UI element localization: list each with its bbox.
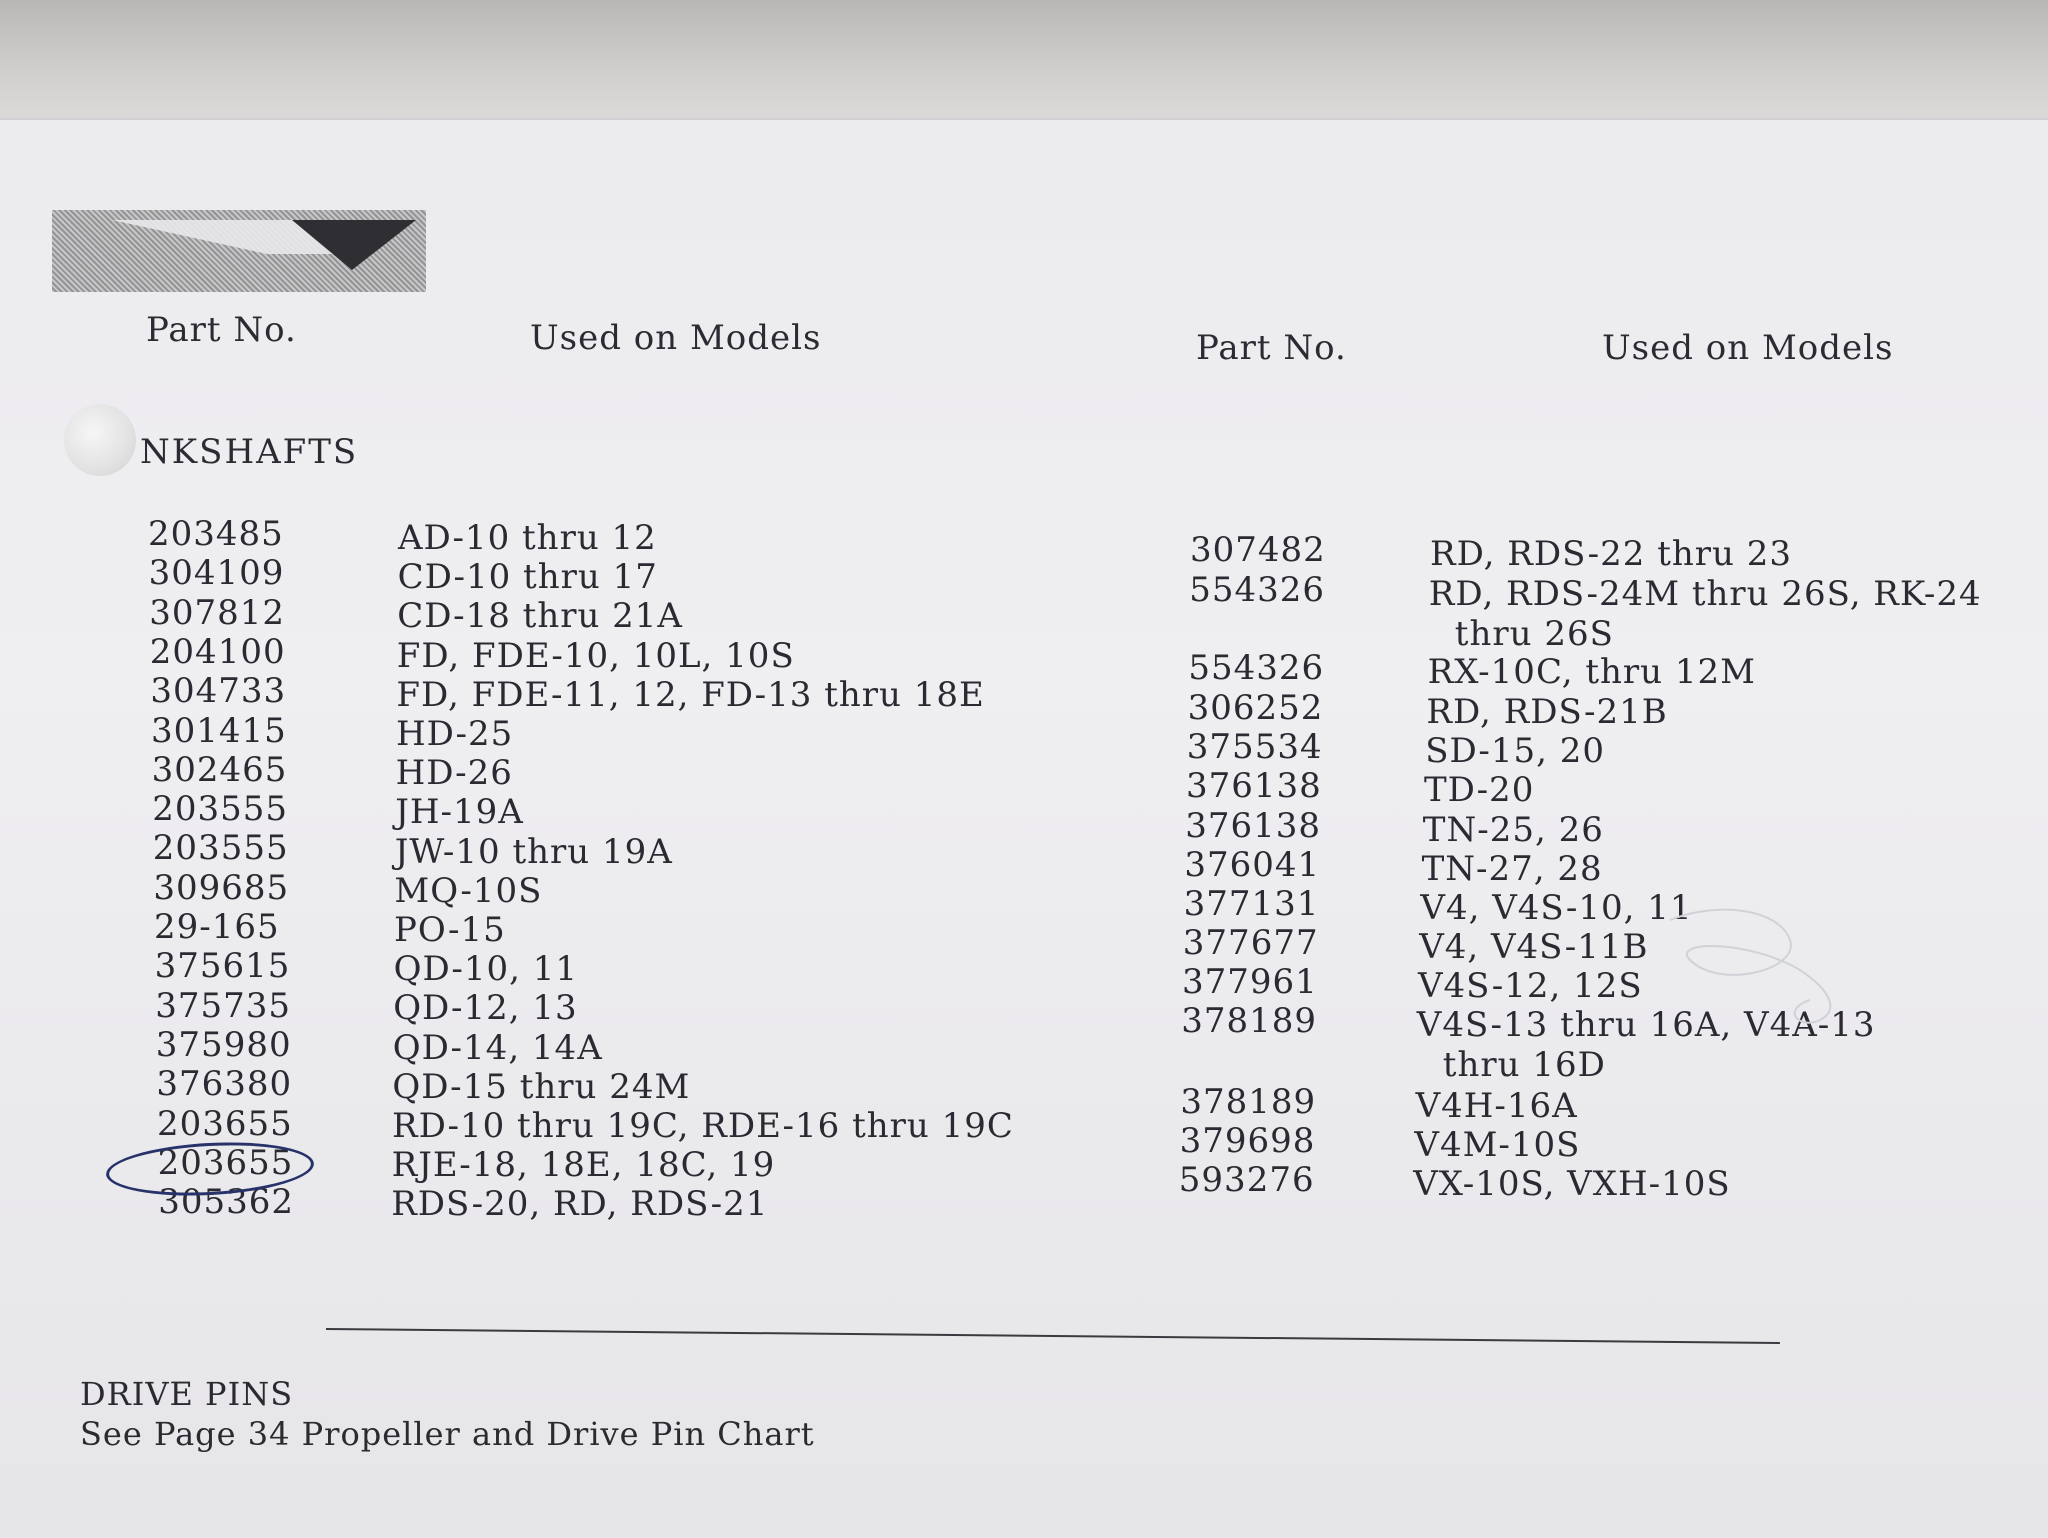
part-number: 554326 — [1189, 570, 1325, 610]
used-on-models: QD-12, 13 — [393, 988, 578, 1029]
part-number: 377677 — [1182, 923, 1319, 963]
used-on-models: FD, FDE-10, 10L, 10S — [396, 635, 795, 676]
background-surface — [0, 0, 2048, 118]
part-number: 305362 — [158, 1182, 294, 1223]
used-on-models — [1413, 1164, 1730, 1204]
used-on-models — [1424, 770, 1534, 810]
used-on-models — [1429, 574, 1982, 654]
header-used-on-models-right: Used on Models — [1602, 328, 1894, 368]
part-number: 309685 — [153, 867, 290, 908]
models-line: SD-15, 20 — [1425, 731, 1606, 771]
models-line: V4S-12, 12S — [1418, 966, 1643, 1006]
used-on-models: MQ-10S — [394, 870, 543, 911]
part-number: 302465 — [151, 749, 288, 790]
models-line: TN-25, 26 — [1422, 810, 1604, 850]
used-on-models: FD, FDE-11, 12, FD-13 thru 18E — [396, 674, 985, 715]
used-on-models: QD-10, 11 — [393, 949, 578, 990]
models-line: V4M-10S — [1414, 1125, 1581, 1165]
part-number: 375735 — [155, 985, 291, 1026]
part-number: 307812 — [149, 592, 285, 633]
part-number: 376138 — [1186, 766, 1322, 806]
used-on-models — [1425, 731, 1605, 771]
section-tab-graphic — [52, 210, 426, 292]
models-line: TD-20 — [1424, 770, 1535, 810]
part-number: 304733 — [150, 671, 287, 712]
models-line: V4S-13 thru 16A, V4A-13 — [1416, 1005, 1876, 1045]
part-number: 376041 — [1184, 845, 1321, 885]
models-continuation-line: thru 26S — [1454, 614, 1614, 654]
models-line: VX-10S, VXH-10S — [1413, 1164, 1731, 1204]
part-number: 375980 — [155, 1024, 292, 1065]
part-number: 203485 — [148, 514, 284, 554]
section-title: NKSHAFTS — [140, 432, 359, 472]
used-on-models — [1414, 1125, 1580, 1165]
part-number: 204100 — [149, 631, 286, 672]
used-on-models: JW-10 thru 19A — [394, 831, 673, 872]
header-part-no-right: Part No. — [1196, 328, 1347, 368]
models-line: V4H-16A — [1415, 1086, 1578, 1126]
used-on-models — [1428, 652, 1756, 692]
part-number: 593276 — [1178, 1160, 1315, 1200]
models-line: V4, V4S-10, 11 — [1420, 888, 1693, 928]
used-on-models: CD-18 thru 21A — [397, 596, 683, 637]
models-line: RD, RDS-24M thru 26S, RK-24 — [1428, 574, 1982, 614]
models-continuation-line: thru 16D — [1442, 1045, 1606, 1085]
binder-hole — [64, 404, 136, 476]
models-line: RX-10C, thru 12M — [1427, 652, 1756, 692]
header-used-on-models-left: Used on Models — [530, 318, 822, 358]
used-on-models — [1423, 810, 1604, 850]
part-number: 554326 — [1188, 648, 1325, 688]
models-line: RD, RDS-22 thru 23 — [1430, 534, 1793, 574]
part-number: 376380 — [156, 1064, 293, 1105]
used-on-models: RJE-18, 18E, 18C, 19 — [391, 1145, 776, 1186]
used-on-models: RD-10 thru 19C, RDE-16 thru 19C — [392, 1106, 1014, 1146]
used-on-models: JH-19A — [395, 792, 524, 833]
footer-title: DRIVE PINS — [80, 1375, 294, 1413]
used-on-models: QD-15 thru 24M — [392, 1066, 691, 1107]
part-number: 378189 — [1180, 1082, 1317, 1122]
used-on-models: CD-10 thru 17 — [397, 557, 658, 598]
part-number: 375534 — [1186, 727, 1323, 767]
used-on-models: AD-10 thru 12 — [398, 518, 657, 558]
used-on-models — [1422, 849, 1603, 889]
used-on-models: PO-15 — [394, 910, 506, 950]
used-on-models: HD-26 — [395, 753, 513, 794]
header-part-no-left: Part No. — [146, 310, 297, 350]
used-on-models — [1426, 692, 1667, 732]
used-on-models — [1420, 888, 1692, 928]
used-on-models: RDS-20, RD, RDS-21 — [391, 1184, 769, 1225]
part-number: 375615 — [154, 946, 291, 987]
part-number: 377131 — [1183, 884, 1320, 924]
used-on-models — [1419, 927, 1648, 967]
used-on-models — [1416, 1086, 1578, 1126]
part-number: 301415 — [151, 710, 287, 751]
part-number: 29-165 — [154, 907, 280, 947]
used-on-models: HD-25 — [396, 714, 514, 754]
part-number: 306252 — [1187, 688, 1324, 728]
arrow-shape-icon — [52, 210, 426, 292]
part-number: 203655 — [157, 1103, 293, 1144]
part-number: 203555 — [152, 828, 289, 869]
part-number: 203655 — [157, 1142, 294, 1183]
models-line: V4, V4S-11B — [1419, 927, 1649, 967]
part-number: 307482 — [1190, 530, 1326, 570]
part-number: 378189 — [1181, 1001, 1317, 1041]
part-number: 304109 — [148, 553, 285, 594]
part-number: 203555 — [152, 789, 288, 830]
models-line: TN-27, 28 — [1421, 849, 1603, 889]
models-line: RD, RDS-21B — [1426, 692, 1668, 732]
footer-note: See Page 34 Propeller and Drive Pin Chart — [80, 1415, 815, 1453]
used-on-models — [1418, 966, 1643, 1006]
thread-fiber — [1660, 900, 1860, 1050]
part-number: 379698 — [1179, 1121, 1316, 1161]
part-number: 376138 — [1185, 806, 1321, 846]
used-on-models — [1430, 534, 1792, 574]
used-on-models: QD-14, 14A — [392, 1027, 603, 1068]
part-number: 377961 — [1182, 962, 1318, 1002]
